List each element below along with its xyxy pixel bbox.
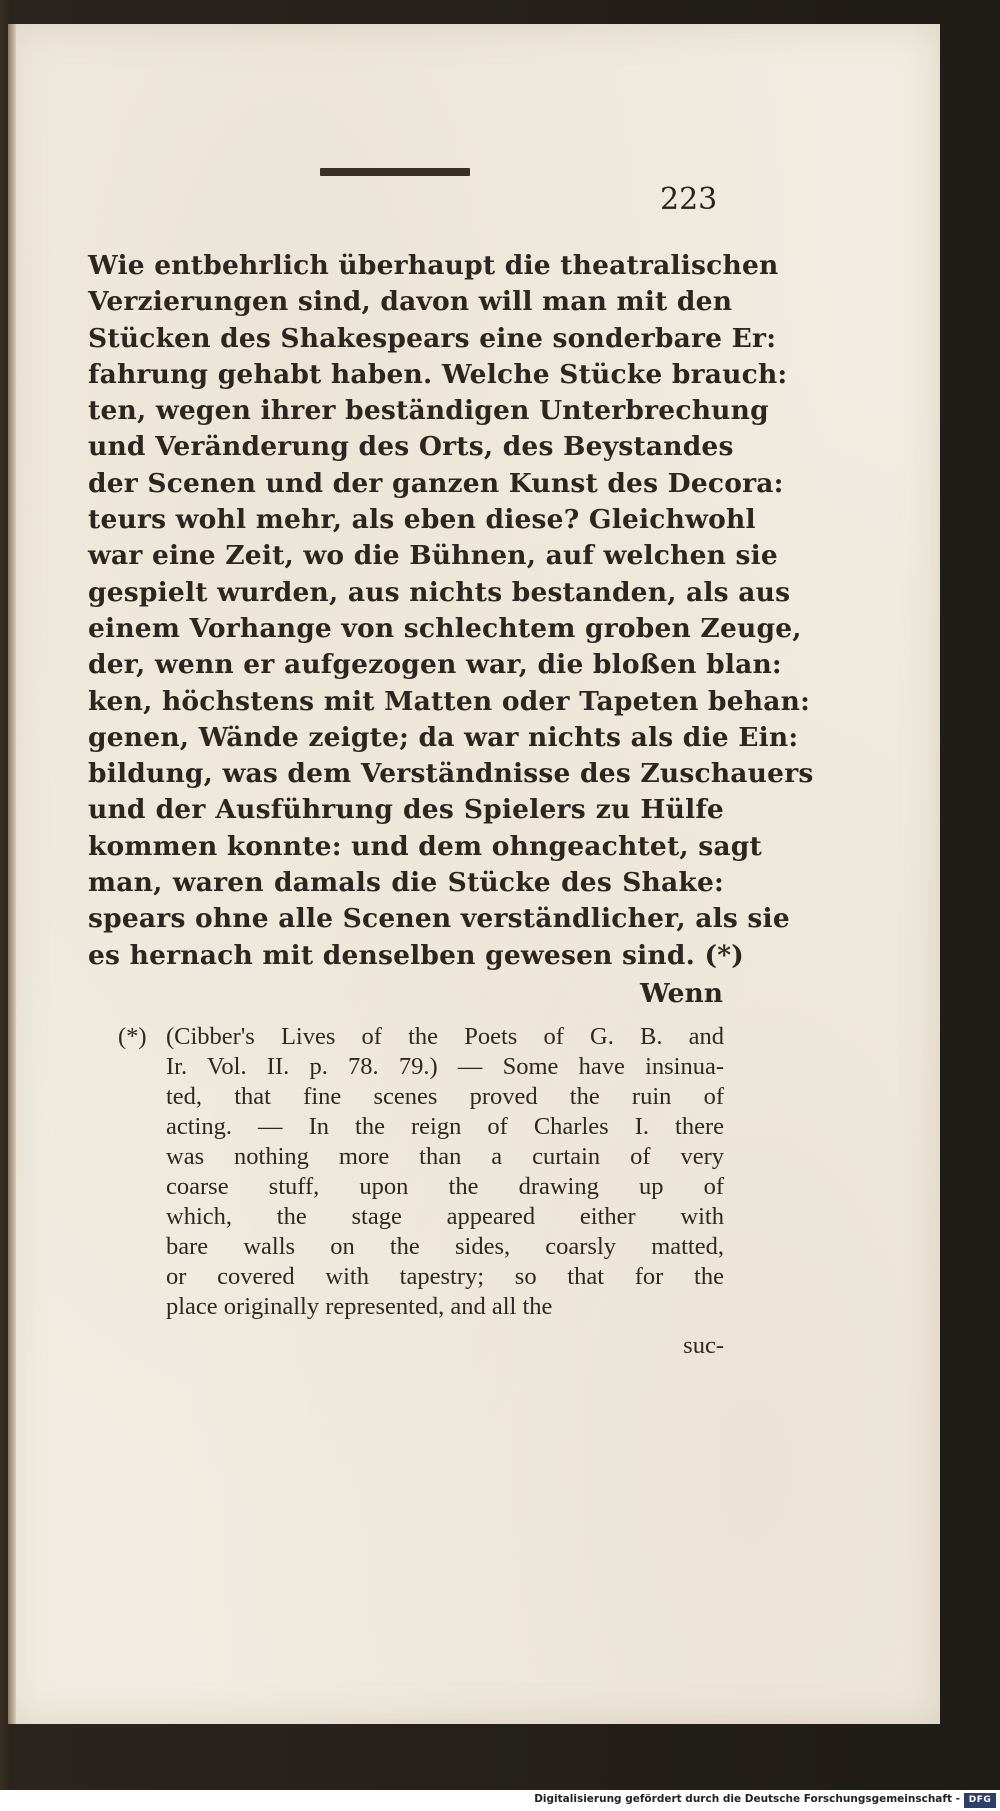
footnote-catchword: suc- xyxy=(683,1332,724,1359)
body-text xyxy=(88,248,814,974)
body-line: und der Ausführung des Spielers zu Hülfe xyxy=(88,794,724,826)
footnote-line: Ir. Vol. II. p. 78. 79.) — Some have insinua- xyxy=(166,1053,724,1080)
body-line: kommen konnte: und dem ohngeachtet, sagt xyxy=(88,830,762,862)
body-line: ten, wegen ihrer beständigen Unterbrechung xyxy=(88,395,769,427)
footnote-line: which, the stage appeared either with xyxy=(166,1203,724,1230)
footnote-line: bare walls on the sides, coarsly matted, xyxy=(166,1233,724,1260)
body-line: man, waren damals die Stücke des Shake: xyxy=(88,867,724,899)
body-line: fahrung gehabt haben. Welche Stücke brauch: xyxy=(88,358,788,390)
body-line: teurs wohl mehr, als eben diese? Gleichwohl xyxy=(88,504,756,536)
body-line: war eine Zeit, wo die Bühnen, auf welchen sie xyxy=(88,540,778,572)
page-edge xyxy=(8,24,16,1724)
footnote-line: was nothing more than a curtain of very xyxy=(166,1143,724,1170)
body-line: bildung, was dem Verständnisse des Zuschauers xyxy=(88,758,814,790)
body-line: einem Vorhange von schlechtem groben Zeuge, xyxy=(88,612,802,644)
footnote-line: ted, that fine scenes proved the ruin of xyxy=(166,1083,724,1110)
catchword: Wenn xyxy=(640,978,723,1009)
body-line: Verzierungen sind, davon will man mit den xyxy=(88,286,733,318)
footnote-line: coarse stuff, upon the drawing up of xyxy=(166,1173,724,1200)
body-line: ken, höchstens mit Matten oder Tapeten behan: xyxy=(88,685,811,717)
body-line: genen, Wände zeigte; da war nichts als die Ein: xyxy=(88,721,799,753)
body-line: spears ohne alle Scenen verständlicher, als sie xyxy=(88,903,790,935)
footnote-line: place originally represented, and all the xyxy=(166,1293,553,1320)
body-line: Wie entbehrlich überhaupt die theatralischen xyxy=(88,250,779,281)
body-line: der Scenen und der ganzen Kunst des Decora: xyxy=(88,467,784,499)
footnote xyxy=(118,1022,724,1322)
dfg-logo-icon: DFG xyxy=(964,1793,996,1808)
credit-bar xyxy=(0,1790,1000,1811)
body-line: Stücken des Shakespears eine sonderbare Er: xyxy=(88,322,777,354)
body-line: es hernach mit denselben gewesen sind. (*) xyxy=(88,939,745,971)
footnote-line: acting. — In the reign of Charles I. there xyxy=(166,1113,724,1140)
body-line: und Veränderung des Orts, des Beystandes xyxy=(88,431,734,463)
page-number: 223 xyxy=(660,182,718,217)
footnote-line: (Cibber's Lives of the Poets of G. B. and xyxy=(166,1023,724,1050)
header-rule xyxy=(320,168,470,176)
footnote-marker: (*) xyxy=(118,1023,147,1050)
footnote-line: or covered with tapestry; so that for the xyxy=(166,1263,724,1290)
credit-text: Digitalisierung gefördert durch die Deutsche Forschungsgemeinschaft - xyxy=(534,1793,960,1805)
body-line: der, wenn er aufgezogen war, die bloßen blan: xyxy=(88,649,782,681)
body-line: gespielt wurden, aus nichts bestanden, als aus xyxy=(88,576,791,608)
